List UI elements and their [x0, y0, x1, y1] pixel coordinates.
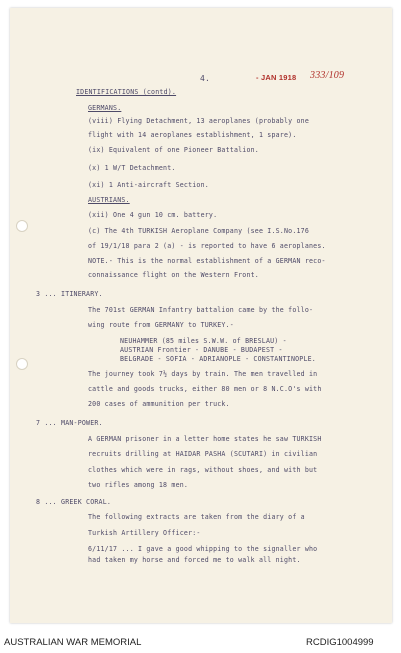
subheading: GERMANS. [88, 104, 122, 112]
subheading: AUSTRIANS. [88, 196, 130, 204]
text-line: had taken my horse and forced me to walk all night. [88, 556, 301, 564]
footer-record-id: RCDIG1004999 [306, 637, 374, 648]
text-line: The 701st GERMAN Infantry battalion came by the follo- [88, 306, 314, 314]
section-heading: 8 ... GREEK CORAL. [36, 498, 112, 506]
footer-institution: AUSTRALIAN WAR MEMORIAL [4, 637, 142, 648]
text-line: 200 cases of ammunition per truck. [88, 400, 230, 408]
section-heading: IDENTIFICATIONS (contd). [76, 88, 177, 96]
text-line: two rifles among 18 men. [88, 481, 189, 489]
text-line: (xii) One 4 gun 10 cm. battery. [88, 211, 218, 219]
text-line: recruits drilling at HAIDAR PASHA (SCUTARI) in civilian [88, 450, 318, 458]
text-line: flight with 14 aeroplanes establishment, 1 spare). [88, 131, 297, 139]
punch-hole [16, 220, 28, 232]
text-line: (x) 1 W/T Detachment. [88, 164, 176, 172]
text-line: 6/11/17 ... I gave a good whipping to the signaller who [88, 545, 318, 553]
section-heading: 7 ... MAN-POWER. [36, 419, 103, 427]
punch-hole [16, 358, 28, 370]
text-line: NEUHAMMER (85 miles S.W.W. of BRESLAU) - [120, 337, 287, 345]
text-line: NOTE.- This is the normal establishment of a GERMAN reco- [88, 257, 326, 265]
text-line: The journey took 7½ days by train. The men travelled in [88, 370, 318, 378]
text-line: AUSTRIAN Frontier - DANUBE - BUDAPEST - [120, 346, 283, 354]
text-line: connaissance flight on the Western Front. [88, 271, 259, 279]
section-heading: 3 ... ITINERARY. [36, 290, 103, 298]
text-line: BELGRADE - SOFIA - ADRIANOPLE - CONSTANTINOPLE. [120, 355, 316, 363]
document-page [10, 8, 392, 623]
reference-number: 333/109 [310, 70, 345, 81]
text-line: Turkish Artillery Officer:- [88, 529, 201, 537]
text-line: The following extracts are taken from the diary of a [88, 513, 305, 521]
text-line: A GERMAN prisoner in a letter home states he saw TURKISH [88, 435, 322, 443]
date-stamp: - JAN 1918 [256, 73, 297, 82]
text-line: (viii) Flying Detachment, 13 aeroplanes (probably one [88, 117, 309, 125]
text-line: clothes which were in rags, without shoes, and with but [88, 466, 318, 474]
text-line: (c) The 4th TURKISH Aeroplane Company (see I.S.No.176 [88, 227, 309, 235]
page-number: 4. [200, 74, 211, 83]
text-line: (xi) 1 Anti-aircraft Section. [88, 181, 209, 189]
text-line: wing route from GERMANY to TURKEY.- [88, 321, 234, 329]
text-line: (ix) Equivalent of one Pioneer Battalion. [88, 146, 259, 154]
text-line: cattle and goods trucks, either 80 men or 8 N.C.O's with [88, 385, 322, 393]
text-line: of 19/1/18 para 2 (a) - is reported to have 6 aeroplanes. [88, 242, 326, 250]
